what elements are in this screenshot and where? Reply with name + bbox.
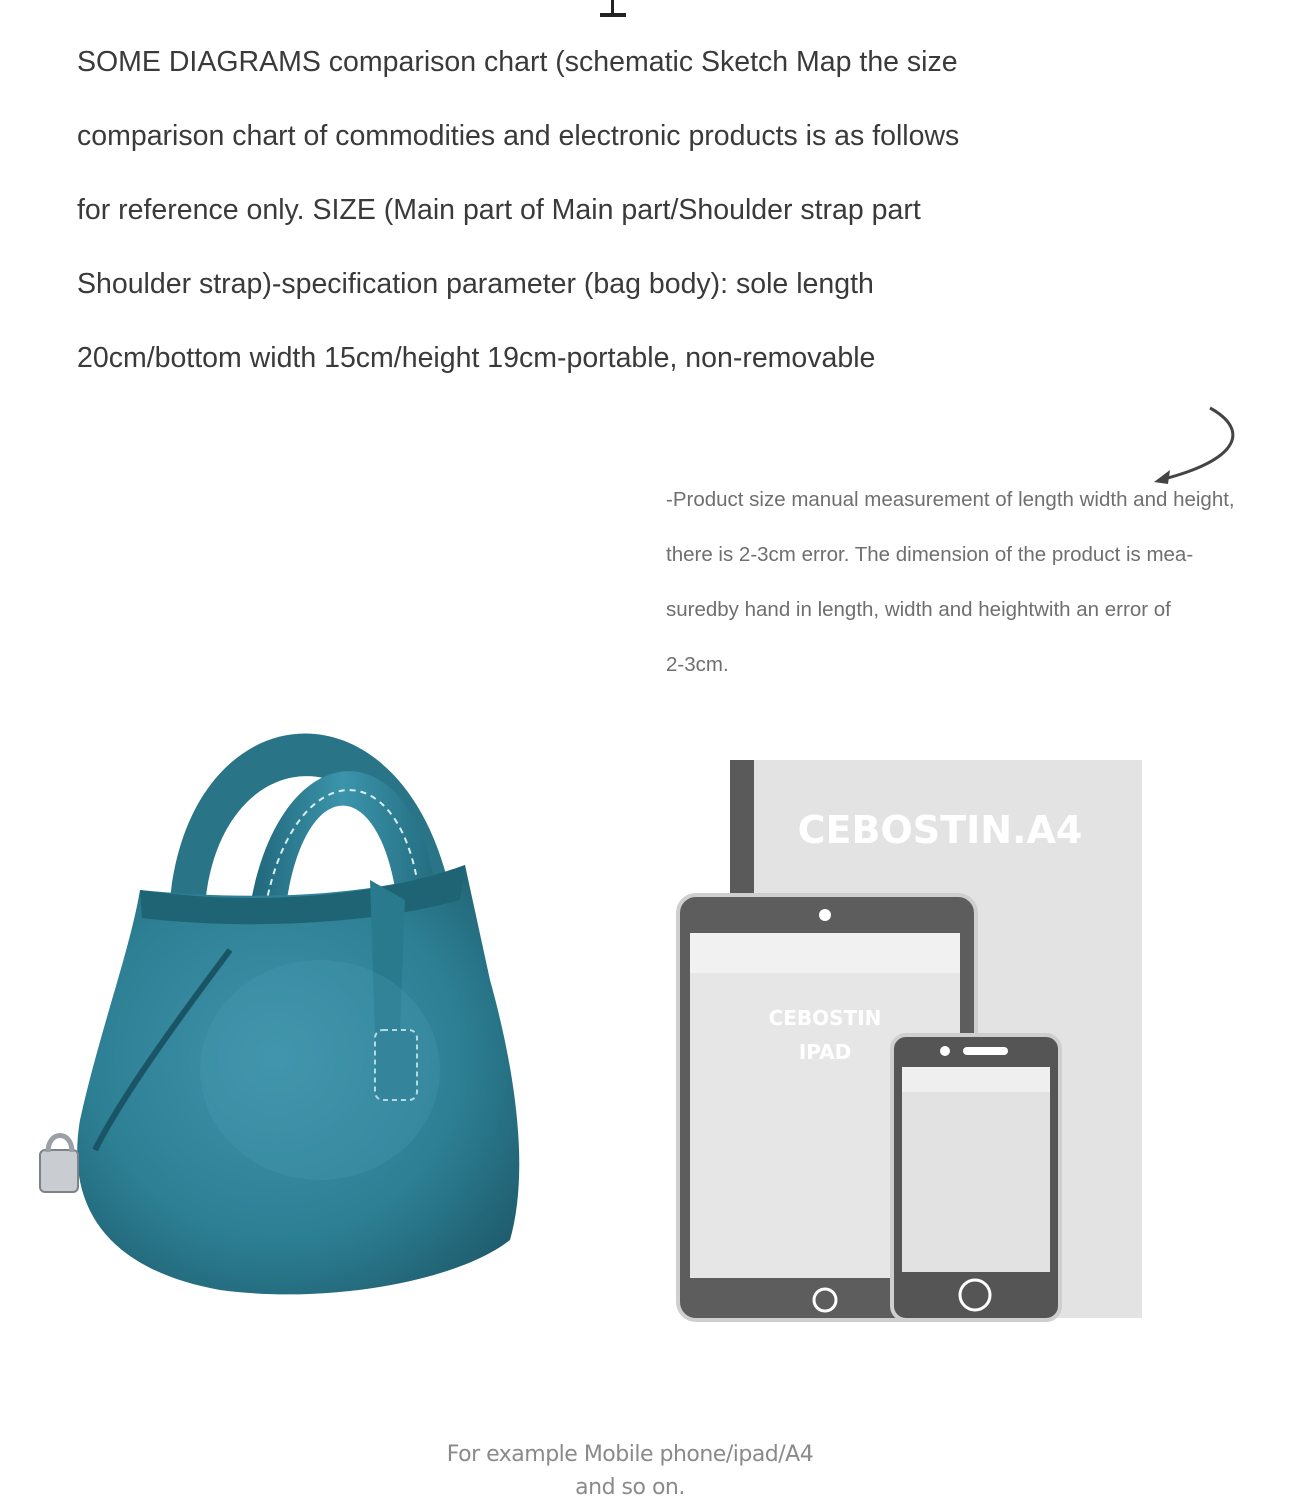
intro-line: Shoulder strap)-specification parameter (bag body): sole length: [77, 268, 874, 300]
note-line: there is 2-3cm error. The dimension of the product is mea-: [666, 543, 1194, 566]
a4-label: CEBOSTIN.A4: [797, 808, 1083, 852]
bucket-bag-image: [20, 650, 540, 1310]
top-tick-mark: [600, 0, 626, 18]
measurement-note: [666, 472, 1310, 692]
note-line: 2-3cm.: [666, 653, 729, 676]
ipad-label-1: CEBOSTIN: [768, 1006, 882, 1030]
caption-line-1: For example Mobile phone/ipad/A4: [446, 1442, 814, 1467]
intro-line: for reference only. SIZE (Main part of Main part/Shoulder strap part: [77, 194, 921, 226]
intro-line: comparison chart of commodities and electronic products is as follows: [77, 120, 960, 152]
intro-paragraph: [77, 25, 1097, 395]
device-size-illustration: [670, 755, 1150, 1325]
note-line: suredby hand in length, width and heightwith an error of: [666, 598, 1171, 621]
intro-line: SOME DIAGRAMS comparison chart (schematic Sketch Map the size: [77, 46, 958, 78]
intro-line: 20cm/bottom width 15cm/height 19cm-portable, non-removable: [77, 342, 876, 374]
caption-line-2: and so on.: [575, 1475, 685, 1500]
example-caption: [330, 1438, 930, 1504]
ipad-label-2: IPAD: [798, 1040, 852, 1064]
note-line: -Product size manual measurement of length width and height,: [666, 488, 1235, 511]
